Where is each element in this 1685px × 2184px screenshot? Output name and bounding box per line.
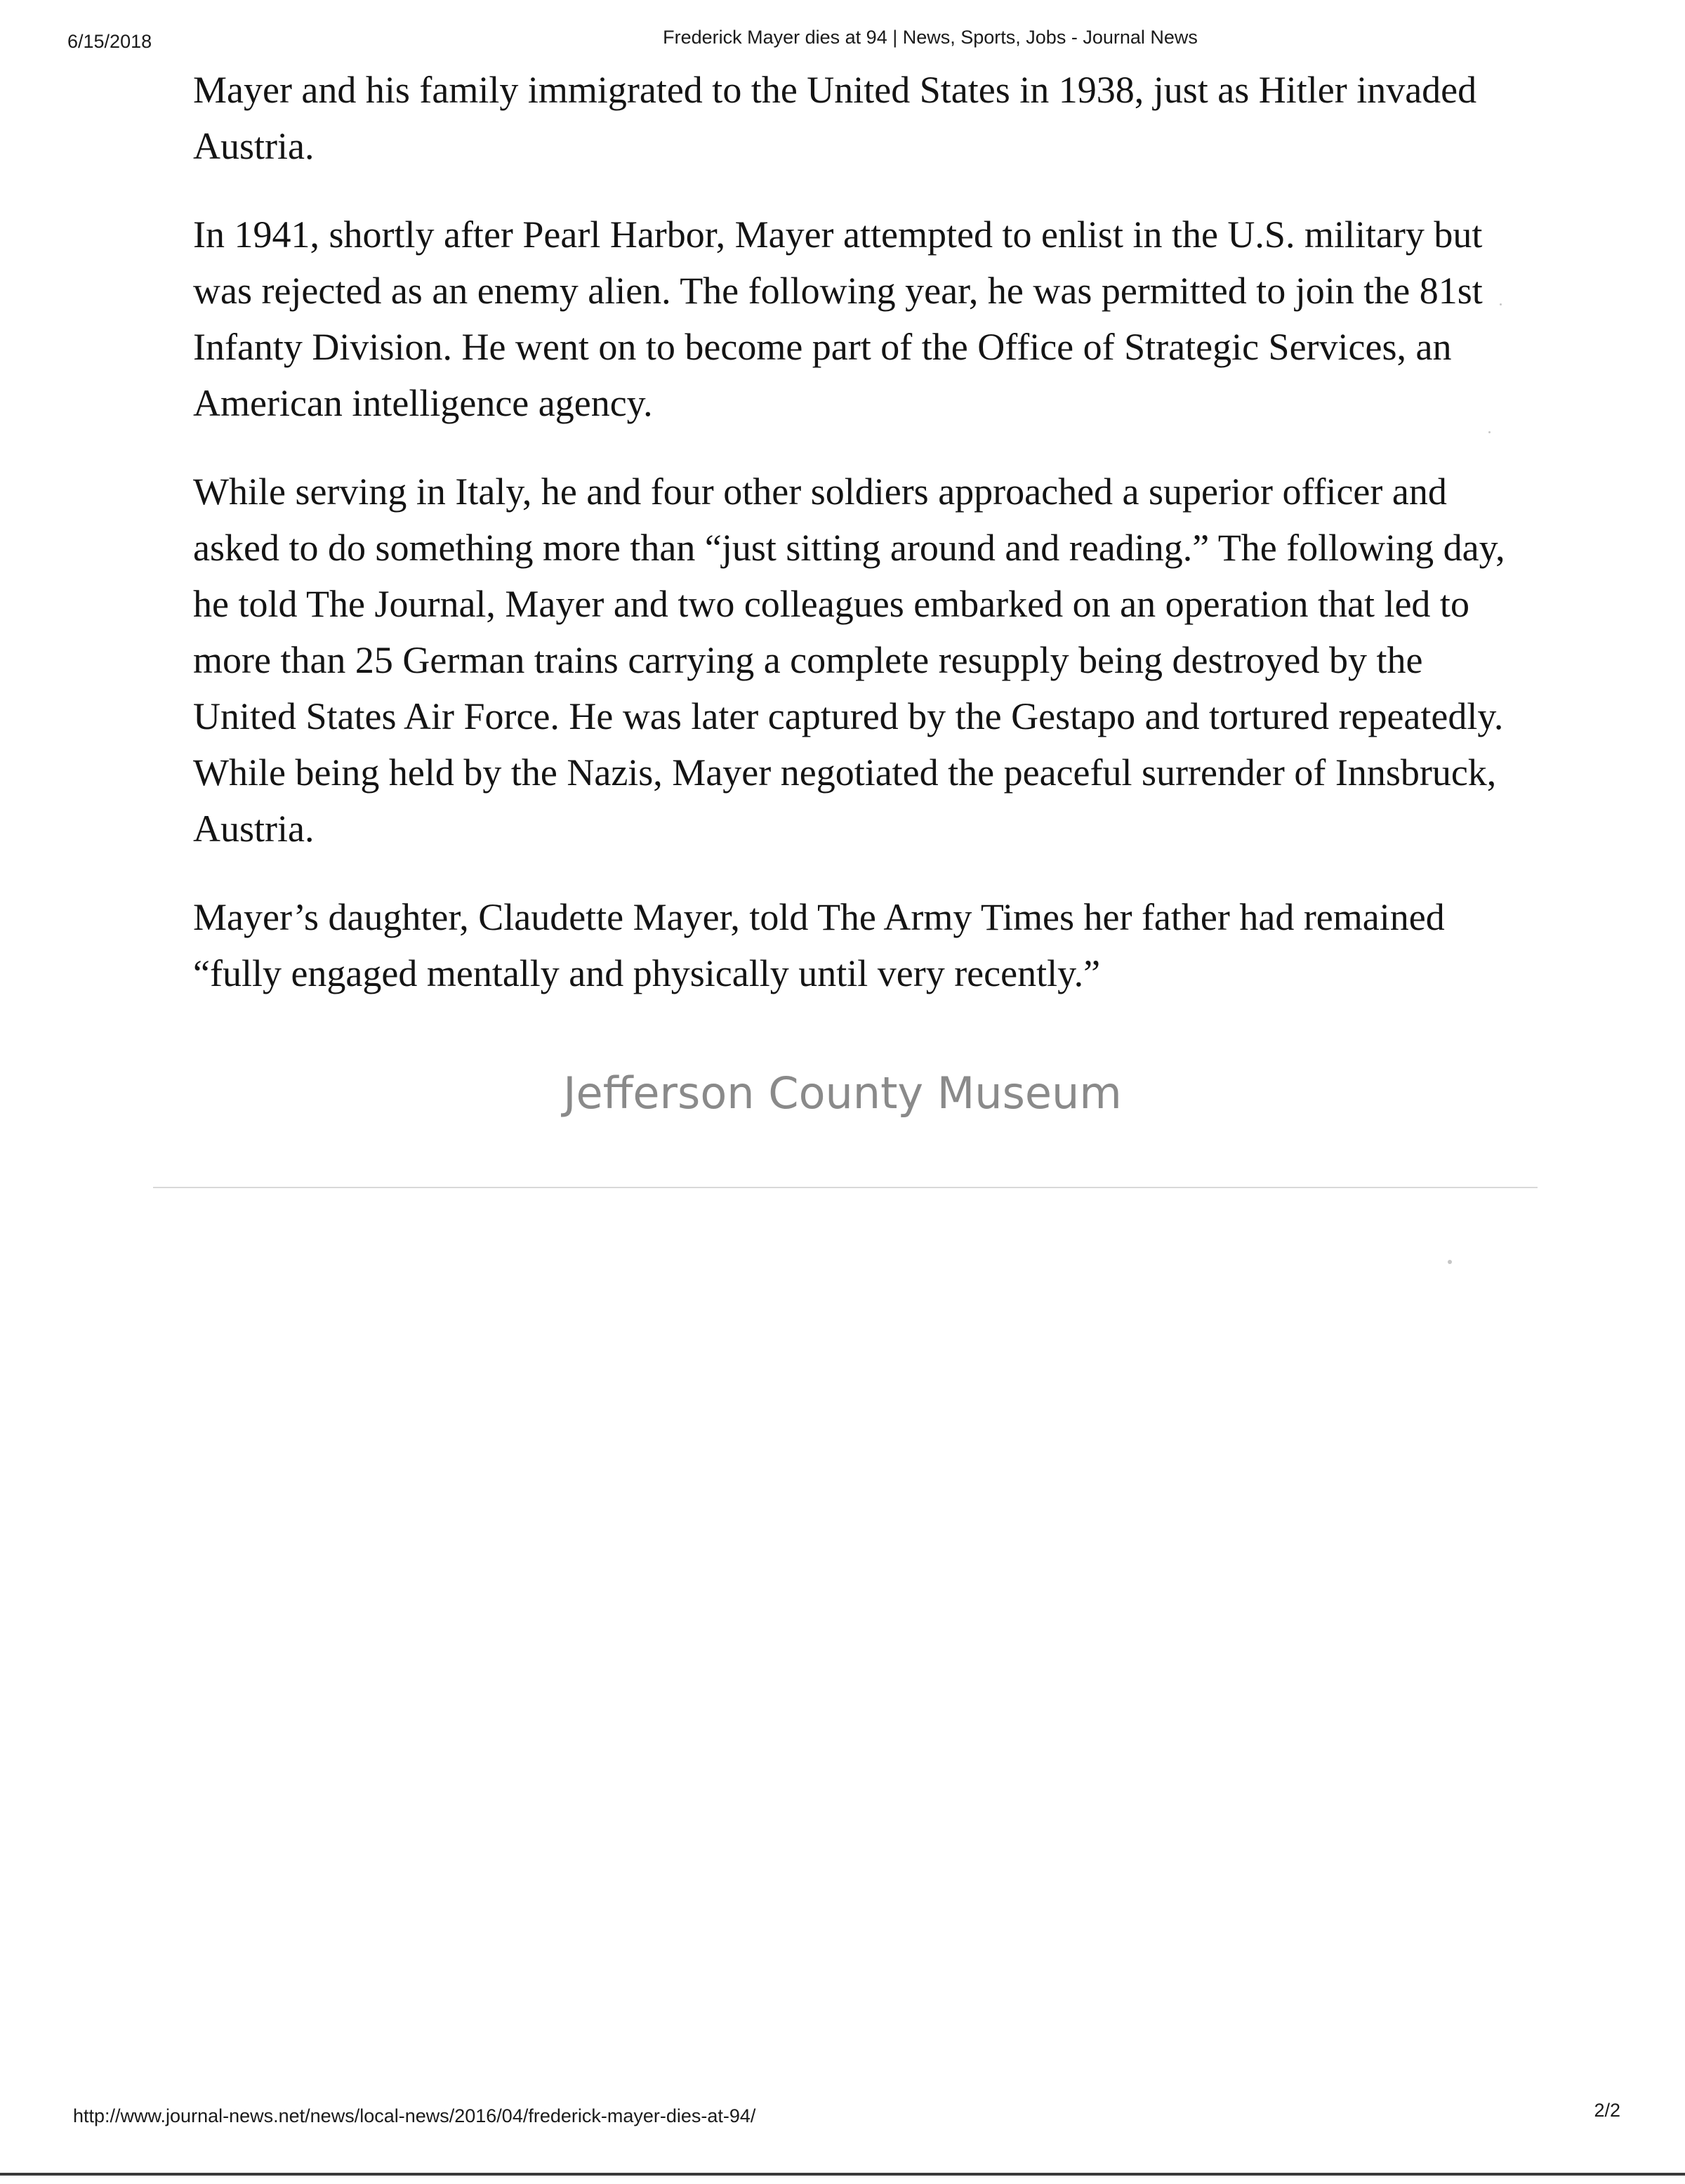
- article-paragraph: Mayer’s daughter, Claudette Mayer, told The Army Times her father had remained “fully engaged mentally and physically until very recently.”: [193, 896, 1445, 994]
- print-header: [0, 27, 1685, 55]
- watermark: Jefferson County Museum: [563, 1067, 1122, 1119]
- scan-speck: [1500, 303, 1502, 305]
- scan-edge: [0, 2173, 1685, 2176]
- scan-speck: [1448, 1260, 1452, 1264]
- article-paragraph: In 1941, shortly after Pearl Harbor, Mayer attempted to enlist in the U.S. military but was rejected as an enemy alien. The following year, he was permitted to join the 81st Infanty Division. He went on to become part of the Office of Strategic Services, an American intelligence agency.: [193, 213, 1483, 424]
- article-paragraph: While serving in Italy, he and four other soldiers approached a superior officer and asked to do something more than “just sitting around and reading.” The following day, he told The Journal, Mayer and two colleagues embarked on an operation that led to more than 25 German trains carrying a complete resupply being destroyed by the United States Air Force. He was later captured by the Gestapo and tortured repeatedly. While being held by the Nazis, Mayer negotiated the peaceful surrender of Innsbruck, Austria.: [193, 471, 1505, 850]
- print-footer: [0, 2100, 1685, 2128]
- divider: [153, 1187, 1538, 1188]
- article-body: [193, 62, 1513, 1034]
- page-number: 2/2: [1594, 2100, 1620, 2121]
- page-title: Frederick Mayer dies at 94 | News, Sports, Jobs - Journal News: [663, 27, 1198, 48]
- print-date: 6/15/2018: [67, 31, 152, 52]
- print-url: http://www.journal-news.net/news/local-news/2016/04/frederick-mayer-dies-at-94/: [73, 2105, 756, 2126]
- article-paragraph: Mayer and his family immigrated to the United States in 1938, just as Hitler invaded Austria.: [193, 69, 1477, 167]
- scan-speck: [1488, 431, 1491, 433]
